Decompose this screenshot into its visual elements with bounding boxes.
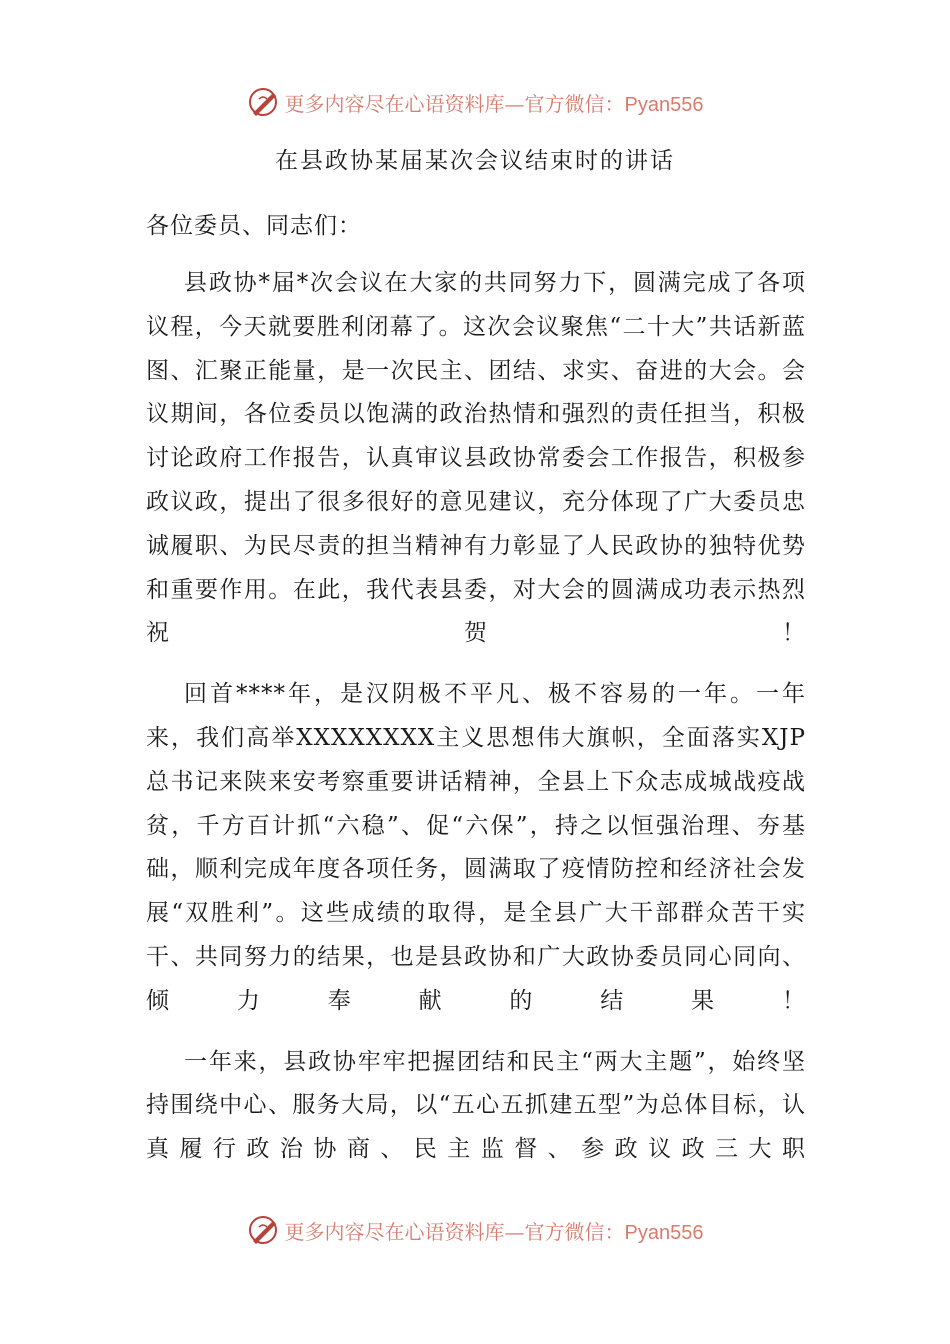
watermark-text <box>285 88 704 117</box>
watermark-wechat-id: Pyan556 <box>624 93 704 116</box>
watermark-wechat-id: Pyan556 <box>624 1221 704 1244</box>
watermark-label: 更多内容尽在心语资料库—官方微信： <box>284 91 625 116</box>
watermark-footer <box>0 1210 950 1250</box>
watermark-label: 更多内容尽在心语资料库—官方微信： <box>284 1219 625 1244</box>
watermark-text <box>285 1216 704 1245</box>
document-body <box>146 204 806 1189</box>
paragraph-1: 县政协*届*次会议在大家的共同努力下，圆满完成了各项议程，今天就要胜利闭幕了。这次会议聚焦“二十大”共话新蓝图、汇聚正能量，是一次民主、团结、求实、奋进的大会。会议期间，各位委员以饱满的政治热情和强烈的责任担当，积极讨论政府工作报告，认真审议县政协常委会工作报告，积极参政议政，提出了很多很好的意见建议，充分体现了广大委员忠诚履职、为民尽责的担当精神有力彰显了人民政协的独特优势和重要作用。在此，我代表县委，对大会的圆满成功表示热烈祝贺！ <box>146 270 806 647</box>
pen-circle-logo-icon <box>247 85 281 119</box>
document-title: 在县政协某届某次会议结束时的讲话 <box>275 148 675 174</box>
greeting: 各位委员、同志们： <box>146 213 362 239</box>
paragraph-3: 一年来，县政协牢牢把握团结和民主“两大主题”，始终坚持围绕中心、服务大局，以“五心五抓建五型”为总体目标，认真履行政治协商、民主监督、参政议政三大职 <box>146 1048 806 1163</box>
pen-circle-logo-icon <box>247 1213 281 1247</box>
watermark-header <box>0 82 950 122</box>
paragraph-2: 回首****年，是汉阴极不平凡、极不容易的一年。一年来，我们高举XXXXXXXX主义思想伟大旗帜，全面落实XJP总书记来陕来安考察重要讲话精神，全县上下众志成城战疫战贫，千方百计抓“六稳”、促“六保”，持之以恒强治理、夯基础，顺利完成年度各项任务，圆满取了疫情防控和经济社会发展“双胜利”。这些成绩的取得，是全县广大干部群众苦干实干、共同努力的结果，也是县政协和广大政协委员同心同向、倾力奉献的结果！ <box>146 681 806 1014</box>
